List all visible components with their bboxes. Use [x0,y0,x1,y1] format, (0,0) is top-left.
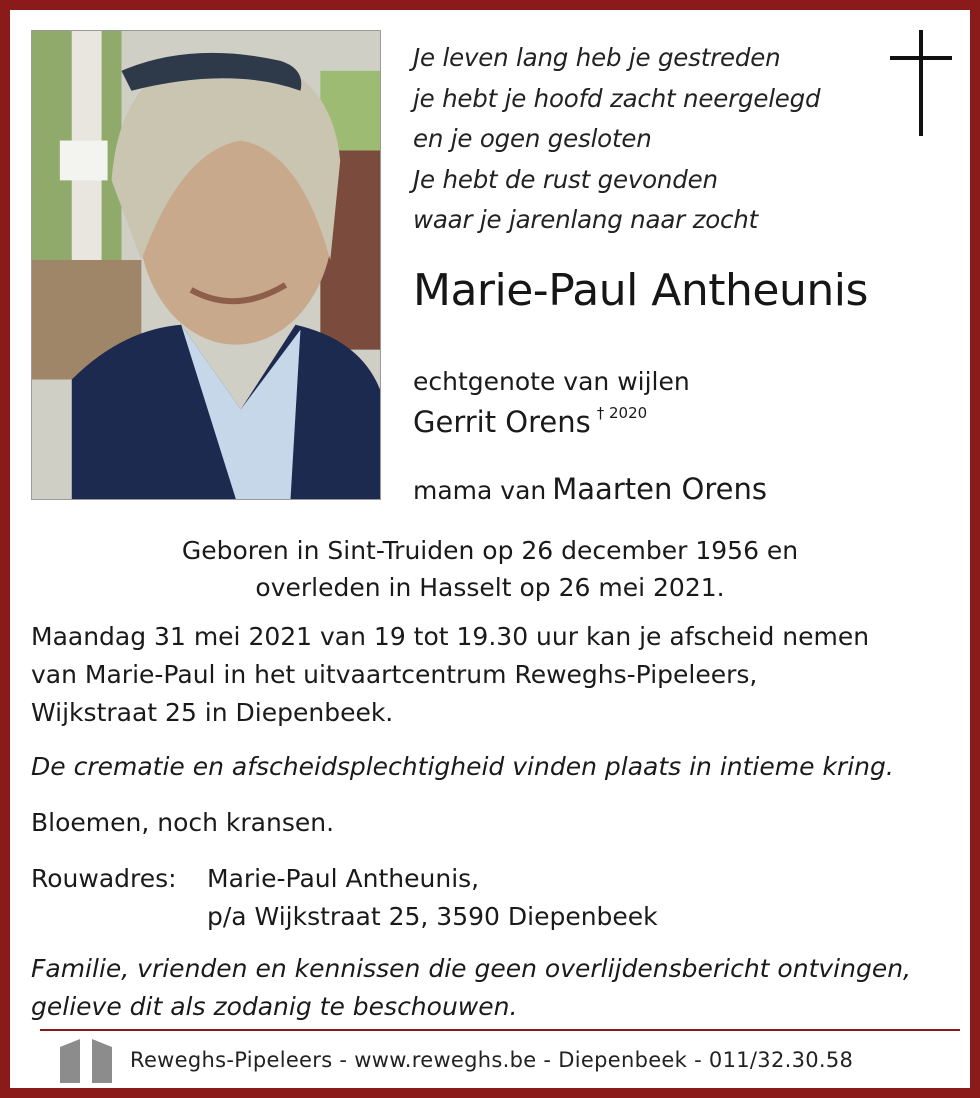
farewell-line: Maandag 31 mei 2021 van 19 tot 19.30 uur kan je afscheid nemen [31,622,870,651]
poem [413,38,820,241]
footer-divider [40,1029,960,1031]
child-line [413,472,767,506]
address-line: p/a Wijkstraat 25, 3590 Diepenbeek [207,902,658,931]
cross-icon [890,30,952,136]
poem-line: Je hebt de rust gevonden [413,164,718,194]
birth-death-info [10,532,970,606]
poem-line: waar je jarenlang naar zocht [413,205,759,234]
address-label: Rouwadres: [31,864,177,893]
farewell-line: van Marie-Paul in het uitvaartcentrum Reweghs-Pipeleers, [31,660,758,689]
funeral-home-logo-icon [58,1033,114,1083]
farewell-paragraph [31,618,940,732]
flowers-note: Bloemen, noch kransen. [31,808,335,837]
spouse-label: echtgenote van wijlen [413,367,690,396]
deceased-name: Marie-Paul Antheunis [413,265,868,316]
birth-line: Geboren in Sint-Truiden op 26 december 1956 en [181,536,799,565]
poem-line: en je ogen gesloten [413,124,652,153]
closing-notice [31,950,940,1026]
portrait-photo [31,30,381,500]
portrait-photo-illustration [32,31,380,499]
poem-line: Je leven lang heb je gestreden [413,43,781,72]
address-line: Marie-Paul Antheunis, [207,864,480,893]
death-line: overleden in Hasselt op 26 mei 2021. [255,573,725,602]
spouse-line [413,404,647,439]
child-name: Maarten Orens [552,472,768,506]
notice-line: gelieve dit als zodanig te beschouwen. [31,992,518,1021]
child-label: mama van [413,476,547,505]
spouse-name: Gerrit Orens [413,405,591,439]
notice-line: Familie, vrienden en kennissen die geen overlijdensbericht ontvingen, [31,954,911,983]
poem-line: je hebt je hoofd zacht neergelegd [413,83,821,113]
farewell-line: Wijkstraat 25 in Diepenbeek. [31,698,394,727]
spouse-death-mark: † 2020 [596,404,648,422]
footer-contact: Reweghs-Pipeleers - www.reweghs.be - Diepenbeek - 011/32.30.58 [130,1048,854,1072]
cremation-note: De crematie en afscheidsplechtigheid vinden plaats in intieme kring. [31,752,894,781]
mourning-address [207,860,658,936]
